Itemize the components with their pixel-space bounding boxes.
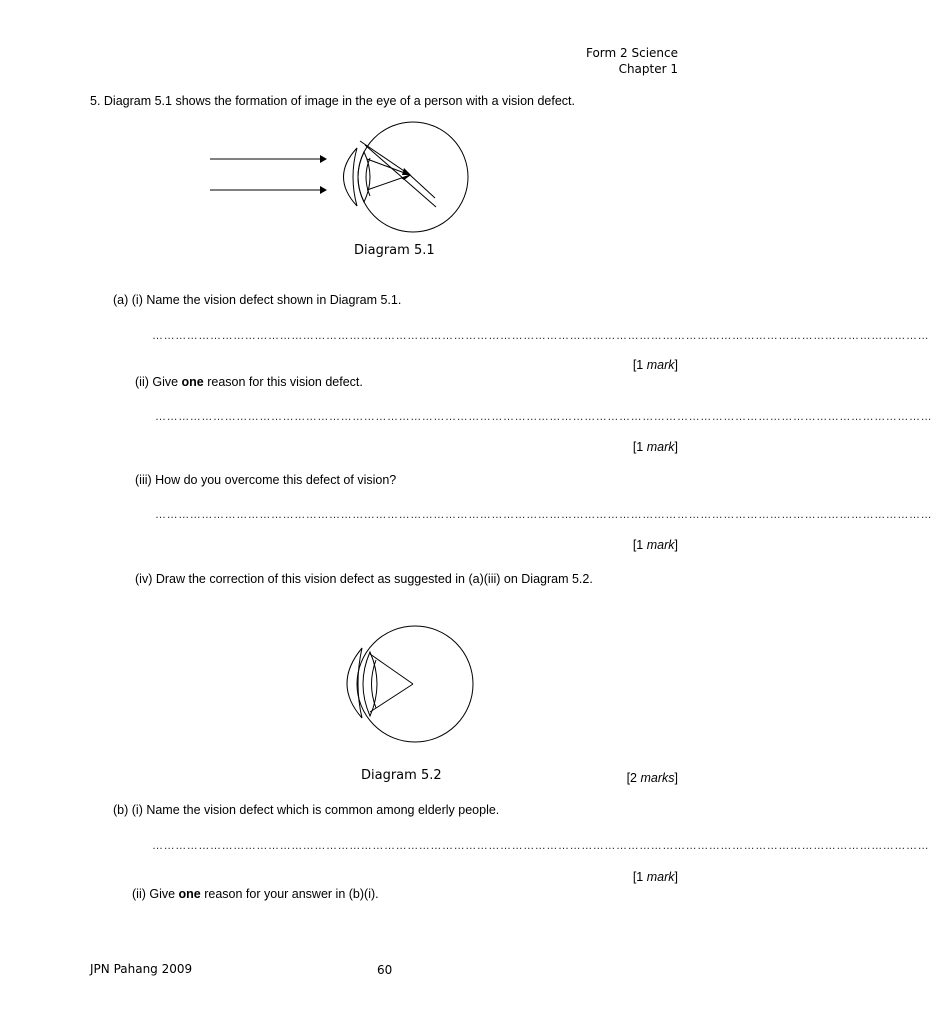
part-a-ii: (ii) Give one reason for this vision defect. <box>135 375 363 389</box>
cornea <box>347 648 362 718</box>
answer-line-a-i: ………………………………………………………………………………………………………………………………………………………………………………… <box>152 330 930 342</box>
mark-a-i: [1 mark] <box>632 358 678 372</box>
header-subject: Form 2 Science <box>585 46 678 60</box>
answer-line-b-i: ………………………………………………………………………………………………………………………………………………………………………………… <box>152 840 930 852</box>
answer-line-a-ii: ………………………………………………………………………………………………………………………………………………………………………………… <box>155 411 932 423</box>
eyeball <box>357 626 473 742</box>
part-a-i: (a) (i) Name the vision defect shown in Diagram 5.1. <box>113 293 402 307</box>
diagram-5-2-caption: Diagram 5.2 <box>361 768 442 783</box>
part-a-iv: (iv) Draw the correction of this vision defect as suggested in (a)(iii) on Diagram 5.2. <box>135 572 593 586</box>
question-intro: 5. Diagram 5.1 shows the formation of image in the eye of a person with a vision defect. <box>90 94 575 108</box>
part-b-ii: (ii) Give one reason for your answer in (b)(i). <box>132 887 379 901</box>
part-a-iii: (iii) How do you overcome this defect of vision? <box>135 473 397 487</box>
header-chapter: Chapter 1 <box>618 62 678 76</box>
part-b-i: (b) (i) Name the vision defect which is common among elderly people. <box>113 803 500 817</box>
mark-a-iii: [1 mark] <box>632 538 678 552</box>
mark-a-ii: [1 mark] <box>632 440 678 454</box>
mark-a-iv: [2 marks] <box>626 771 678 785</box>
answer-line-a-iii: ………………………………………………………………………………………………………………………………………………………………………………… <box>155 509 932 521</box>
mark-b-i: [1 mark] <box>632 870 678 884</box>
page-number: 60 <box>377 963 393 977</box>
diagram-5-1-caption: Diagram 5.1 <box>354 243 435 258</box>
footer-left: JPN Pahang 2009 <box>90 962 193 976</box>
